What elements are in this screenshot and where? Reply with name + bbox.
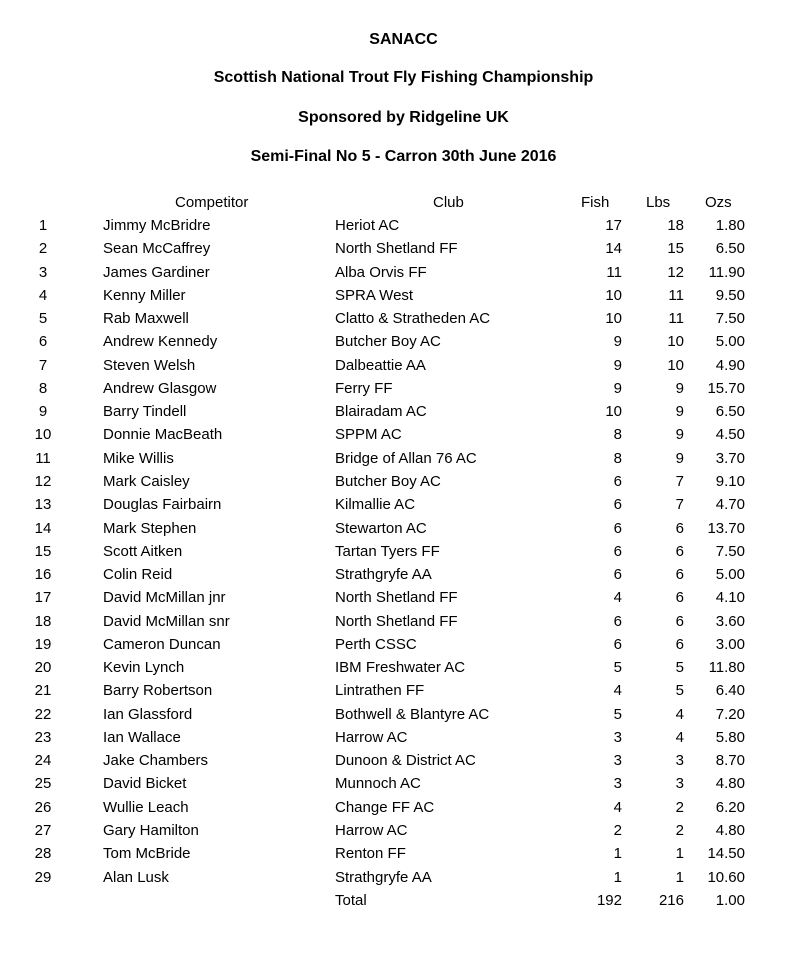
competitor-name: David McMillan jnr [103, 589, 226, 606]
position: 21 [34, 682, 52, 699]
ozs-value: 5.00 [715, 566, 745, 583]
lbs-value: 6 [675, 613, 684, 630]
competitor-name: Alan Lusk [103, 869, 169, 886]
fish-count: 17 [605, 217, 622, 234]
fish-count: 6 [613, 566, 622, 583]
club-name: North Shetland FF [335, 589, 458, 606]
club-name: Strathgryfe AA [335, 566, 432, 583]
club-name: Ferry FF [335, 380, 393, 397]
event-line: Semi-Final No 5 - Carron 30th June 2016 [250, 148, 557, 165]
lbs-value: 4 [675, 729, 684, 746]
ozs-value: 13.70 [707, 520, 745, 537]
lbs-value: 9 [675, 403, 684, 420]
position: 12 [34, 473, 52, 490]
ozs-value: 3.00 [715, 636, 745, 653]
lbs-value: 6 [675, 543, 684, 560]
ozs-value: 6.40 [715, 682, 745, 699]
position: 29 [34, 869, 52, 886]
competitor-name: Rab Maxwell [103, 310, 189, 327]
position: 27 [34, 822, 52, 839]
fish-count: 8 [613, 426, 622, 443]
lbs-value: 11 [668, 310, 684, 327]
ozs-value: 7.50 [715, 310, 745, 327]
column-header-club: Club [433, 194, 464, 211]
championship-title: Scottish National Trout Fly Fishing Championship [213, 69, 594, 86]
fish-count: 6 [613, 496, 622, 513]
club-name: Tartan Tyers FF [335, 543, 440, 560]
lbs-value: 6 [675, 520, 684, 537]
position: 19 [34, 636, 52, 653]
fish-count: 4 [613, 682, 622, 699]
competitor-name: Mike Willis [103, 450, 174, 467]
club-name: Change FF AC [335, 799, 435, 816]
ozs-value: 4.10 [715, 589, 745, 606]
position: 20 [34, 659, 52, 676]
ozs-value: 9.10 [715, 473, 745, 490]
fish-count: 6 [613, 520, 622, 537]
position: 9 [38, 403, 48, 420]
fish-count: 4 [613, 799, 622, 816]
lbs-value: 3 [675, 752, 684, 769]
fish-count: 6 [613, 473, 622, 490]
club-name: Dalbeattie AA [335, 357, 426, 374]
ozs-value: 8.70 [715, 752, 745, 769]
lbs-value: 10 [667, 357, 684, 374]
ozs-value: 4.70 [715, 496, 745, 513]
lbs-value: 18 [667, 217, 684, 234]
fish-count: 6 [613, 613, 622, 630]
lbs-value: 12 [667, 264, 684, 281]
total-lbs: 216 [658, 892, 684, 909]
club-name: Perth CSSC [335, 636, 417, 653]
fish-count: 1 [613, 845, 622, 862]
lbs-value: 7 [675, 496, 684, 513]
competitor-name: Jake Chambers [103, 752, 209, 769]
club-name: North Shetland FF [335, 240, 458, 257]
position: 14 [34, 520, 52, 537]
club-name: Munnoch AC [335, 775, 421, 792]
column-header-ozs: Ozs [705, 194, 732, 211]
total-label: Total [335, 892, 367, 909]
position: 3 [38, 264, 48, 281]
fish-count: 3 [613, 729, 622, 746]
ozs-value: 11.80 [708, 659, 745, 676]
lbs-value: 9 [675, 426, 684, 443]
ozs-value: 5.80 [715, 729, 745, 746]
ozs-value: 4.80 [715, 775, 745, 792]
competitor-name: David McMillan snr [103, 613, 230, 630]
lbs-value: 6 [675, 589, 684, 606]
lbs-value: 3 [675, 775, 684, 792]
competitor-name: Mark Stephen [103, 520, 197, 537]
position: 5 [38, 310, 48, 327]
competitor-name: Kenny Miller [103, 287, 186, 304]
club-name: Blairadam AC [335, 403, 427, 420]
ozs-value: 3.70 [715, 450, 745, 467]
ozs-value: 4.90 [715, 357, 745, 374]
ozs-value: 6.50 [715, 403, 745, 420]
fish-count: 1 [613, 869, 622, 886]
lbs-value: 5 [675, 682, 684, 699]
sponsor-line: Sponsored by Ridgeline UK [298, 109, 509, 126]
club-name: Stewarton AC [335, 520, 427, 537]
ozs-value: 5.00 [715, 333, 745, 350]
ozs-value: 10.60 [707, 869, 745, 886]
lbs-value: 15 [667, 240, 684, 257]
lbs-value: 9 [675, 380, 684, 397]
position: 1 [38, 217, 48, 234]
club-name: SPPM AC [335, 426, 402, 443]
club-name: Alba Orvis FF [335, 264, 427, 281]
competitor-name: Sean McCaffrey [103, 240, 211, 257]
competitor-name: Jimmy McBridre [103, 217, 211, 234]
position: 23 [34, 729, 52, 746]
fish-count: 4 [613, 589, 622, 606]
fish-count: 9 [613, 333, 622, 350]
competitor-name: Donnie MacBeath [103, 426, 223, 443]
club-name: Clatto & Stratheden AC [335, 310, 491, 327]
org-title: SANACC [369, 31, 438, 48]
fish-count: 14 [605, 240, 622, 257]
competitor-name: Tom McBride [103, 845, 191, 862]
position: 17 [34, 589, 52, 606]
position: 4 [38, 287, 48, 304]
competitor-name: Gary Hamilton [103, 822, 199, 839]
fish-count: 2 [613, 822, 622, 839]
club-name: Kilmallie AC [335, 496, 416, 513]
ozs-value: 4.80 [715, 822, 745, 839]
position: 15 [34, 543, 52, 560]
fish-count: 8 [613, 450, 622, 467]
ozs-value: 15.70 [707, 380, 745, 397]
position: 26 [34, 799, 52, 816]
fish-count: 11 [606, 264, 622, 281]
club-name: SPRA West [335, 287, 414, 304]
ozs-value: 11.90 [708, 264, 745, 281]
lbs-value: 5 [675, 659, 684, 676]
competitor-name: Ian Wallace [103, 729, 181, 746]
fish-count: 3 [613, 752, 622, 769]
lbs-value: 4 [675, 706, 684, 723]
competitor-name: Colin Reid [103, 566, 173, 583]
lbs-value: 11 [668, 287, 684, 304]
position: 13 [34, 496, 52, 513]
competitor-name: Wullie Leach [103, 799, 189, 816]
competitor-name: Barry Robertson [103, 682, 213, 699]
lbs-value: 1 [675, 869, 684, 886]
competitor-name: Steven Welsh [103, 357, 196, 374]
club-name: Heriot AC [335, 217, 400, 234]
club-name: Dunoon & District AC [335, 752, 476, 769]
ozs-value: 14.50 [707, 845, 745, 862]
position: 10 [34, 426, 52, 443]
competitor-name: Kevin Lynch [103, 659, 185, 676]
lbs-value: 10 [667, 333, 684, 350]
club-name: North Shetland FF [335, 613, 458, 630]
position: 18 [34, 613, 52, 630]
club-name: Butcher Boy AC [335, 333, 441, 350]
fish-count: 3 [613, 775, 622, 792]
fish-count: 5 [613, 659, 622, 676]
position: 6 [38, 333, 48, 350]
ozs-value: 6.50 [715, 240, 745, 257]
fish-count: 9 [613, 357, 622, 374]
lbs-value: 2 [675, 799, 684, 816]
position: 22 [34, 706, 52, 723]
lbs-value: 7 [675, 473, 684, 490]
competitor-name: Mark Caisley [103, 473, 190, 490]
ozs-value: 7.20 [715, 706, 745, 723]
club-name: Strathgryfe AA [335, 869, 432, 886]
ozs-value: 9.50 [715, 287, 745, 304]
fish-count: 6 [613, 543, 622, 560]
lbs-value: 1 [675, 845, 684, 862]
club-name: Bothwell & Blantyre AC [335, 706, 490, 723]
fish-count: 5 [613, 706, 622, 723]
ozs-value: 1.80 [715, 217, 745, 234]
competitor-name: Cameron Duncan [103, 636, 221, 653]
lbs-value: 9 [675, 450, 684, 467]
ozs-value: 6.20 [715, 799, 745, 816]
position: 24 [34, 752, 52, 769]
fish-count: 6 [613, 636, 622, 653]
club-name: IBM Freshwater AC [335, 659, 466, 676]
fish-count: 10 [605, 403, 622, 420]
position: 25 [34, 775, 52, 792]
ozs-value: 4.50 [715, 426, 745, 443]
competitor-name: Douglas Fairbairn [103, 496, 222, 513]
club-name: Lintrathen FF [335, 682, 425, 699]
fish-count: 10 [605, 287, 622, 304]
total-fish: 192 [596, 892, 622, 909]
position: 8 [38, 380, 48, 397]
competitor-name: Barry Tindell [103, 403, 187, 420]
competitor-name: David Bicket [103, 775, 187, 792]
fish-count: 9 [613, 380, 622, 397]
ozs-value: 7.50 [715, 543, 745, 560]
club-name: Harrow AC [335, 729, 408, 746]
column-header-lbs: Lbs [646, 194, 671, 211]
club-name: Harrow AC [335, 822, 408, 839]
position: 28 [34, 845, 52, 862]
lbs-value: 6 [675, 636, 684, 653]
ozs-value: 3.60 [715, 613, 745, 630]
club-name: Butcher Boy AC [335, 473, 441, 490]
position: 16 [34, 566, 52, 583]
club-name: Bridge of Allan 76 AC [335, 450, 477, 467]
column-header-competitor: Competitor [175, 194, 249, 211]
total-ozs: 1.00 [715, 892, 745, 909]
position: 7 [38, 357, 48, 374]
competitor-name: Scott Aitken [103, 543, 183, 560]
competitor-name: James Gardiner [103, 264, 210, 281]
position: 2 [38, 240, 48, 257]
competitor-name: Andrew Glasgow [103, 380, 217, 397]
lbs-value: 2 [675, 822, 684, 839]
competitor-name: Ian Glassford [103, 706, 193, 723]
club-name: Renton FF [335, 845, 406, 862]
lbs-value: 6 [675, 566, 684, 583]
competitor-name: Andrew Kennedy [103, 333, 218, 350]
position: 11 [35, 450, 51, 467]
column-header-fish: Fish [581, 194, 610, 211]
fish-count: 10 [605, 310, 622, 327]
